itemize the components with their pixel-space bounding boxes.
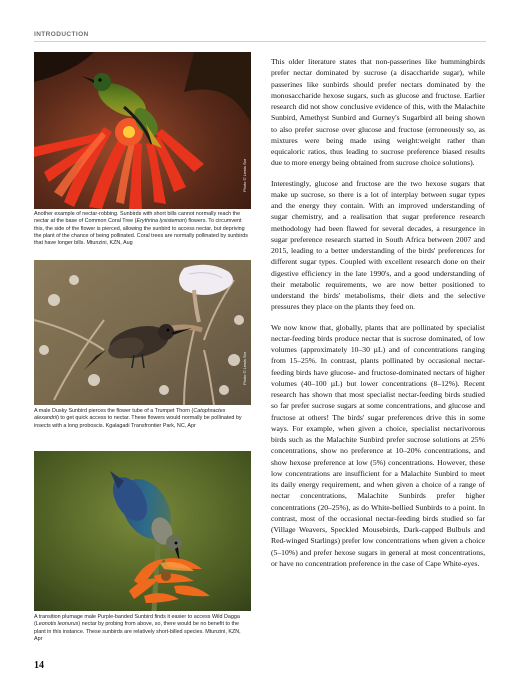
caption-text: ) flowers. To circumvent this, the side of the flower is pierced, allowing the sunbird to access nectar, but depriving the plant of the chance of being pollinated. Coral trees are normally pollinated by sunbirds that have longer bills. Mtunzini, KZN, Aug	[34, 218, 248, 247]
caption-text: A male Dusky Sunbird pierces the flower tube of a Trumpet Thorn (	[34, 408, 194, 414]
coral-tree-image	[34, 52, 251, 209]
photo-credit: Photo © Lewis Snr	[242, 351, 247, 385]
body-paragraph: This older literature states that non-passerines like hummingbirds prefer nectar dominated by sucrose (a disaccharide sugar), while passerines like sunbirds should prefer nectars dominated by the monosaccharide hexose sugars, such as glucose and fructose. Earlier research did not show conclusive evidence of this, with the Malachite Sunbird, Amethyst Sunbird and Gurney's Sugarbird all being shown to also prefer sucrose over glucose and fructose (erroneously so, as mixtures were being made using weight:weight rather than equicaloric ratios, thus leading to sucrose preference biased results due to more energy being obtained from sucrose choice solutions).	[271, 57, 485, 168]
caption-coral-tree	[34, 211, 250, 247]
species-name: Erythrina lysistemon	[136, 218, 186, 225]
caption-purple-banded-sunbird	[34, 614, 250, 643]
body-paragraph: We now know that, globally, plants that are pollinated by specialist nectar-feeding birds produce nectar that is sucrose dominated, of low volumes (approximately 10–30 µL) and of concentrations ranging from 15–25%. In contrast, plants pollinated by occasional nectar-feeding birds have glucose- and fructose-dominated nectars of higher volumes (40–100 µL) but lower concentrations (8–12%). Recent research has shown that most specialist nectar-feeding birds studied so far prefer sucrose sugars at some concentrations, and glucose and fructose at others! The birds' sugar preferences drive this in some ways. For example, when given a choice, specialist nectarivorous birds such as the Malachite Sunbird prefer sucrose solutions at 25% concentrations, show no preference at 10–20% concentrations, and show hexose preference at low (5%) concentrations. However, these low concentrations are insufficient for a Malachite Sunbird to meet its daily energy requirement, and when given a choice of a range of nectar concentrations, Malachite Sunbirds prefer higher concentrations (20–25%), as do White-bellied Sunbirds to a point. In contrast, most of the occasional nectar-feeding birds studied so far (Village Weavers, Speckled Mousebirds, Dark-capped Bulbuls and Red-winged Starlings) prefer low concentrations when given a choice (5–10%) and prefer hexose sugars in general at most concentrations, or have no concentration preference in the case of Cape White-eyes.	[271, 322, 485, 568]
body-paragraph: Interestingly, glucose and fructose are the two hexose sugars that make up sucrose, so there is a lot of interplay between sugar types and the energy they contain. With an improved understanding of sugar chemistry, and a realisation that sugar preference research methodology had been flawed for several decades, a resurgence in sugar preference research started in South Africa between 2007 and 2015, leading to a better understanding of the birds' preferences for different sugar types. Coupled with excellent research done on their digestive efficiency in the late 1990's, and a good understanding of their metabolic requirements, we are now better positioned to understand the birds' metabolisms, their diets and the selective pressures they place on the plants they feed on.	[271, 178, 485, 312]
wild-dagga-image	[34, 451, 251, 611]
photo-coral-tree-sunbird	[34, 52, 251, 209]
species-name: Leonotis leonurus	[35, 621, 79, 628]
photo-dusky-sunbird	[34, 260, 251, 405]
caption-text: A transition plumage male Purple-banded Sunbird finds it easier to access Wild Dagga (	[34, 614, 240, 628]
caption-text: Another example of nectar-robbing. Sunbirds with short bills cannot normally reach the nectar at the base of Common Coral Tree (	[34, 211, 241, 225]
page-number: 14	[34, 660, 44, 671]
photo-credit: Photo © Lewis Snr	[242, 158, 247, 192]
photo-purple-banded-sunbird	[34, 451, 251, 611]
section-header: INTRODUCTION	[34, 31, 89, 38]
caption-dusky-sunbird	[34, 408, 250, 430]
trumpet-thorn-image	[34, 260, 251, 405]
caption-text: ) nectar by probing from above, so, there would be no benefit to the plant in this instance. These sunbirds are relatively short-billed species. Mtunzini, KZN, Apr	[34, 621, 241, 642]
header-divider	[34, 41, 486, 42]
caption-text: ) to get quick access to nectar. These flowers would normally be pollinated by insects with a long proboscis. Kgalagadi Transfrontier Park, NC, Apr	[34, 415, 242, 429]
species-name: Catophractes alexandrii	[34, 408, 226, 422]
body-text-column	[271, 56, 485, 578]
